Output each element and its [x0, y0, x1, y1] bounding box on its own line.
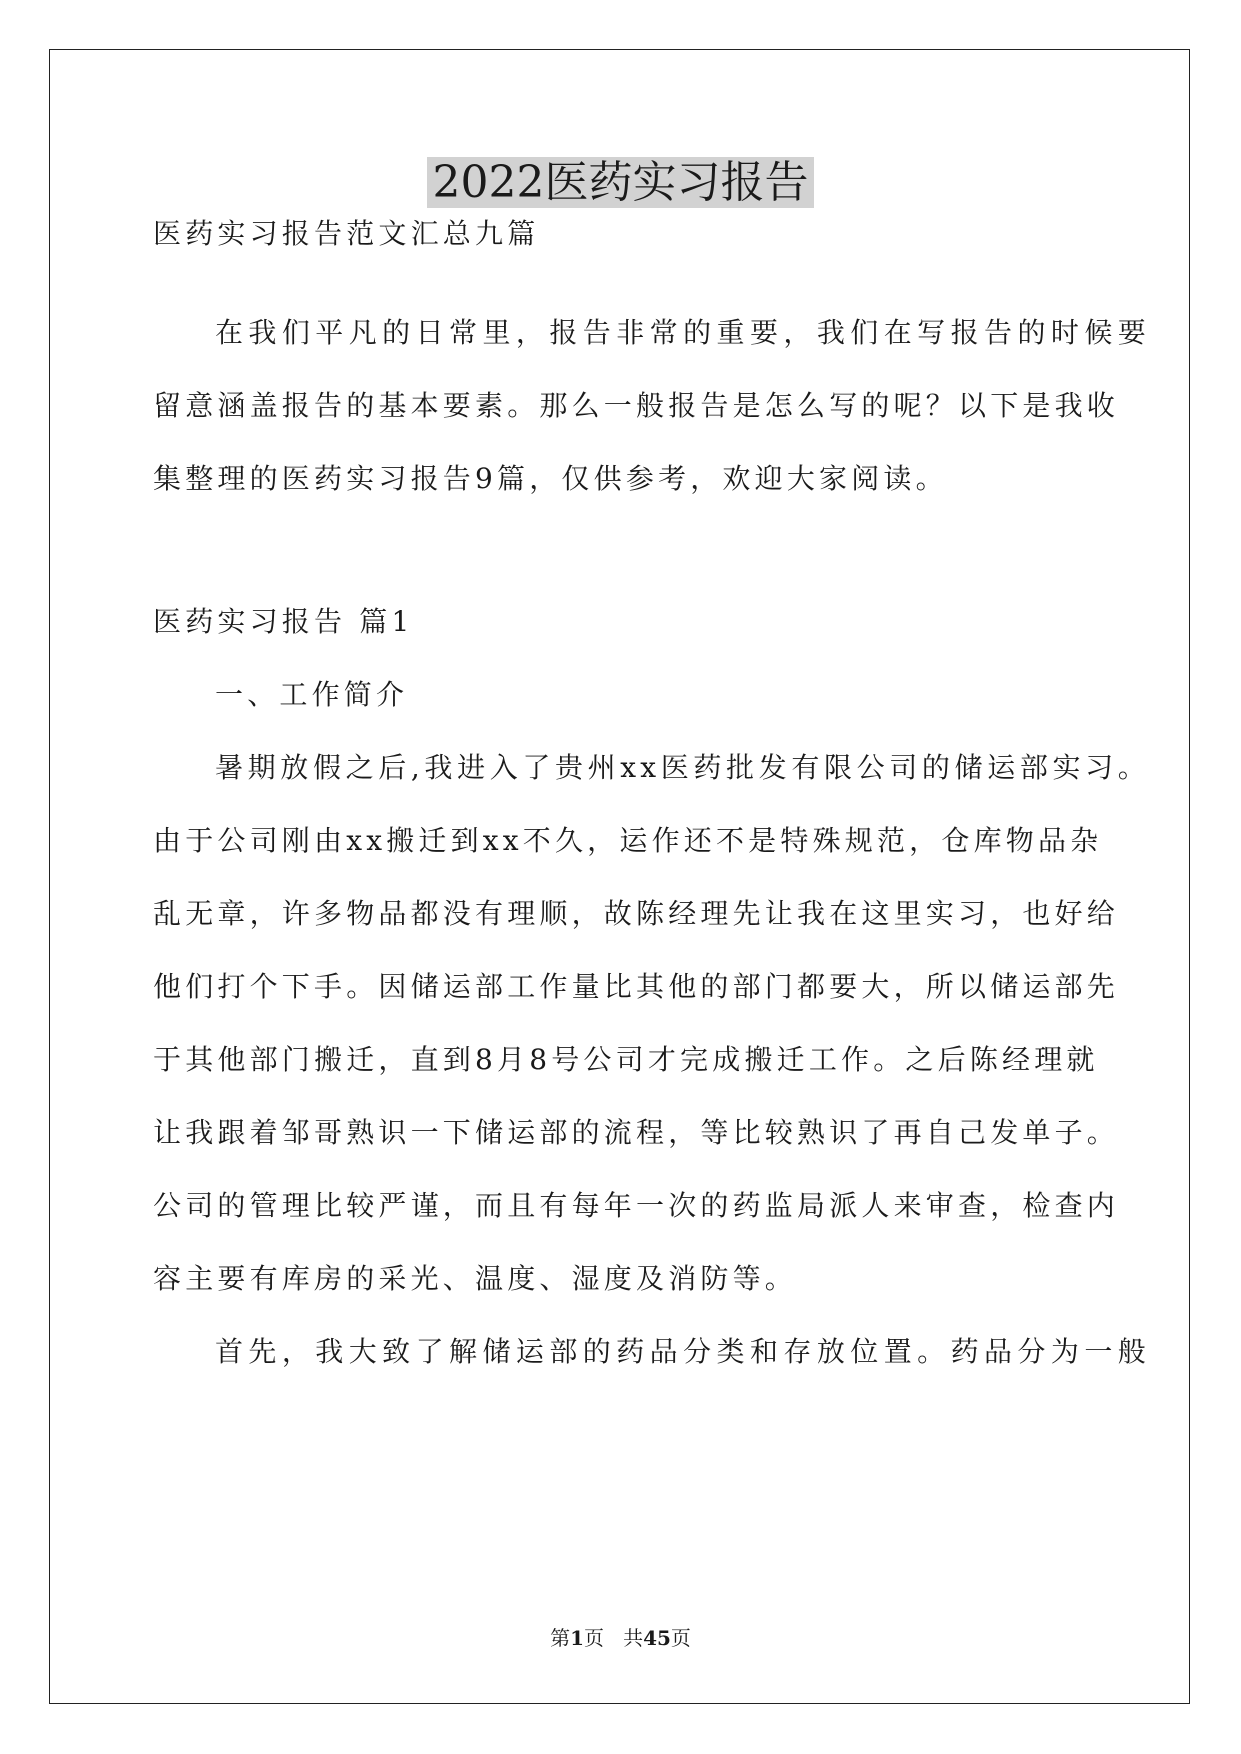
intro-line-3: 集整理的医药实习报告9篇，仅供参考，欢迎大家阅读。	[153, 462, 948, 495]
page-border	[49, 49, 1190, 1704]
body-line-4: 他们打个下手。因储运部工作量比其他的部门都要大，所以储运部先	[153, 970, 1120, 1003]
page-prefix: 第	[550, 1626, 571, 1650]
body-line-9: 首先，我大致了解储运部的药品分类和存放位置。药品分为一般	[215, 1335, 1150, 1368]
body-line-6: 让我跟着邹哥熟识一下储运部的流程，等比较熟识了再自己发单子。	[153, 1116, 1120, 1149]
page-suffix: 页	[584, 1626, 604, 1650]
body-line-5: 于其他部门搬迁，直到8月8号公司才完成搬迁工作。之后陈经理就	[153, 1043, 1099, 1076]
body-line-8: 容主要有库房的采光、温度、湿度及消防等。	[153, 1262, 798, 1295]
page-footer	[0, 1624, 1241, 1652]
document-title	[0, 153, 1241, 213]
body-line-3: 乱无章，许多物品都没有理顺，故陈经理先让我在这里实习，也好给	[153, 897, 1120, 930]
document-subtitle: 医药实习报告范文汇总九篇	[153, 217, 540, 250]
document-title-text: 2022医药实习报告	[427, 157, 815, 208]
total-prefix: 共	[623, 1626, 644, 1650]
current-page-number: 1	[570, 1626, 584, 1650]
intro-line-1: 在我们平凡的日常里，报告非常的重要，我们在写报告的时候要	[215, 316, 1150, 349]
body-line-1: 暑期放假之后,我进入了贵州xx医药批发有限公司的储运部实习。	[215, 751, 1150, 784]
total-pages-number: 45	[643, 1626, 671, 1650]
intro-line-2: 留意涵盖报告的基本要素。那么一般报告是怎么写的呢？以下是我收	[153, 389, 1120, 422]
body-line-7: 公司的管理比较严谨，而且有每年一次的药监局派人来审查，检查内	[153, 1189, 1120, 1222]
body-line-2: 由于公司刚由xx搬迁到xx不久，运作还不是特殊规范，仓库物品杂	[153, 824, 1103, 857]
subsection-heading: 一、工作简介	[215, 678, 409, 711]
total-suffix: 页	[670, 1626, 691, 1650]
section-heading: 医药实习报告 篇1	[153, 605, 414, 638]
